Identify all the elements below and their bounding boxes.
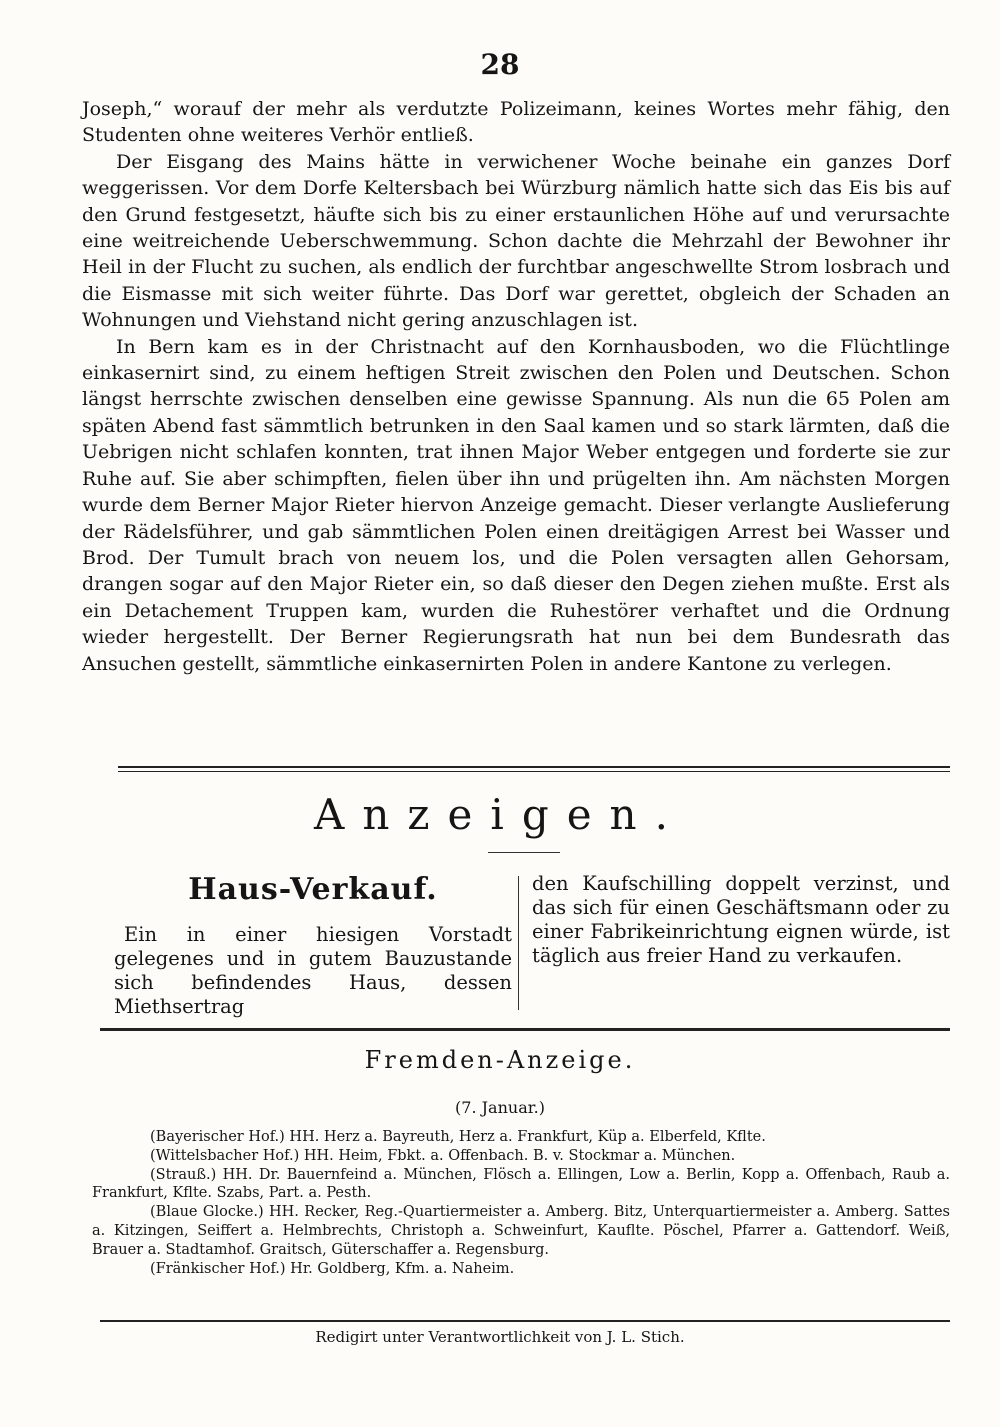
news-section — [82, 96, 950, 677]
house-sale-text-right: den Kaufschilling doppelt verzinst, und das sich für einen Geschäftsmann oder zu einer Fabrikeinrichtung eignen würde, ist täglich aus freier Hand zu verkaufen. — [532, 872, 950, 967]
news-paragraph: In Bern kam es in der Christnacht auf den Kornhausboden, wo die Flüchtlinge einkasernirt sind, zu einem heftigen Streit zwischen den Polen und Deutschen. Schon längst herrschte zwischen denselben eine gewisse Spannung. Als nun die 65 Polen am späten Abend fast sämmtlich betrunken in den Saal kamen und so stark lärmten, daß die Uebrigen nicht schlafen konnten, trat ihnen Major Weber entgegen und forderte sie zur Ruhe auf. Sie aber schimpften, fielen über ihn und prügelten ihn. Am nächsten Morgen wurde dem Berner Major Rieter hiervon Anzeige gemacht. Dieser verlangte Auslieferung der Rädelsführer, und gab sämmtlichen Polen einen dreitägigen Arrest bei Wasser und Brod. Der Tumult brach von neuem los, und die Polen versagten allen Gehorsam, drangen sogar auf den Major Rieter ein, so daß dieser den Degen ziehen mußte. Erst als ein Detachement Truppen kam, wurden die Ruhestörer verhaftet und die Ordnung wieder hergestellt. Der Berner Regierungsrath hat nun bei dem Bundesrath das Ansuchen gestellt, sämmtliche einkasernirten Polen in andere Kantone zu verlegen. — [82, 335, 950, 675]
list-item: (Bayerischer Hof.) HH. Herz a. Bayreuth, Herz a. Frankfurt, Küp a. Elberfeld, Kflte. — [150, 1129, 766, 1145]
list-item: (Blaue Glocke.) HH. Recker, Reg.-Quartiermeister a. Amberg. Bitz, Unterquartiermeister a. Amberg. Sattes a. Kitzingen, Seiffert a. Helmbrechts, Christoph a. Schweinfurt, Kauflte. Pöschel, Pfarrer a. Gattendorf. Weiß, Brauer a. Stadtamhof. Graitsch, Güterschaffer a. Regensburg. — [92, 1204, 950, 1258]
ads-heading: Anzeigen. — [314, 790, 686, 839]
column-divider — [518, 876, 519, 1010]
list-item: (Strauß.) HH. Dr. Bauernfeind a. München, Flösch a. Ellingen, Low a. Berlin, Kopp a. Offenbach, Raub a. Frankfurt, Kflte. Szabs, Part. a. Pesth. — [92, 1166, 950, 1202]
heading-divider — [488, 852, 560, 853]
footer-divider — [100, 1320, 950, 1322]
page-number: 28 — [480, 48, 520, 81]
fremden-title: Fremden-Anzeige. — [364, 1046, 636, 1074]
list-item: (Fränkischer Hof.) Hr. Goldberg, Kfm. a. Naheim. — [150, 1260, 515, 1277]
house-sale-left-column — [114, 872, 512, 1019]
news-paragraph: Joseph,“ worauf der mehr als verdutzte Polizeimann, keines Wortes mehr fähig, den Studenten ohne weiteres Verhör entließ. — [82, 98, 950, 147]
house-sale-text-left: Ein in einer hiesigen Vorstadt gelegenes und in gutem Bauzustande sich befindendes Haus, dessen Miethsertrag — [114, 923, 512, 1018]
fremden-list — [92, 1128, 950, 1278]
list-item: (Wittelsbacher Hof.) HH. Heim, Fbkt. a. Offenbach. B. v. Stockmar a. München. — [150, 1147, 736, 1164]
section-divider — [100, 1028, 950, 1031]
fremden-date: (7. Januar.) — [455, 1098, 545, 1117]
news-paragraph: Der Eisgang des Mains hätte in verwichener Woche beinahe ein ganzes Dorf weggerissen. Vor dem Dorfe Keltersbach bei Würzburg nämlich hatte sich das Eis bis auf den Grund festgesetzt, häufte sich bis zu einer erstaunlichen Höhe auf und verursachte eine weitreichende Ueberschwemmung. Schon dachte die Mehrzahl der Bewohner ihr Heil in der Flucht zu suchen, als endlich der furchtbar angeschwellte Strom losbrach und die Eismasse mit sich weiter führte. Das Dorf war gerettet, obgleich der Schaden an Wohnungen und Viehstand nicht gering anzuschlagen ist. — [82, 150, 950, 332]
house-sale-right-column — [532, 872, 950, 968]
footer-credit: Redigirt unter Verantwortlichkeit von J. L. Stich. — [315, 1328, 685, 1346]
section-divider — [118, 766, 950, 772]
house-sale-title: Haus-Verkauf. — [188, 872, 438, 907]
